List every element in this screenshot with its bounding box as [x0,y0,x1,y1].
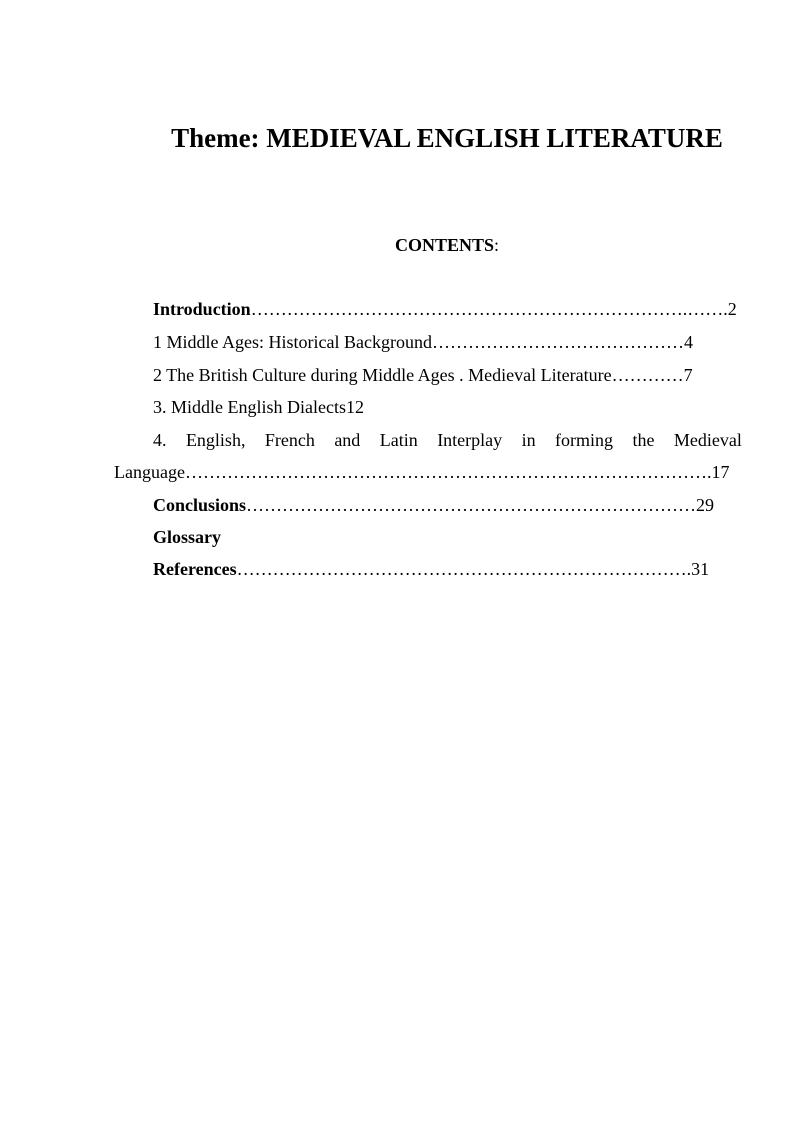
toc-entry-conclusions [153,494,714,516]
toc-label: 2 The British Culture during Middle Ages . Medieval Literature [153,365,612,385]
toc-word: in [521,430,536,450]
document-title: Theme: MEDIEVAL ENGLISH LITERATURE [171,123,723,153]
toc-word: Latin [379,430,418,450]
toc-leader-dots: ………… [611,365,684,385]
toc-label: Conclusions [153,495,247,515]
toc-word: Medieval [673,430,742,450]
toc-entry-glossary [153,526,221,548]
toc-label: Language [114,462,185,482]
toc-leader-dots: ……………………………………………………………….……. [250,299,728,319]
toc-word: Interplay [437,430,503,450]
toc-label: Glossary [153,527,222,547]
toc-entry-interplay [153,429,742,451]
toc-entry-dialects [153,396,364,418]
toc-word: the [632,430,655,450]
toc-label: References [153,559,237,579]
toc-page-number: 29 [696,495,715,515]
toc-entry-introduction [153,298,737,320]
toc-label: Introduction [153,299,251,319]
toc-entry-historical-background [153,331,693,353]
toc-page-number: 4 [683,332,693,352]
toc-leader-dots: ………………………………………………………………… [246,495,697,515]
contents-heading [0,234,800,256]
toc-entry-british-culture [153,364,693,386]
toc-page-number: 17 [711,462,730,482]
toc-word: 4. [153,430,167,450]
toc-entry-interplay-continuation [114,461,729,483]
toc-leader-dots: ……………………………………………………………………………. [184,462,712,482]
toc-word: and [334,430,361,450]
toc-page-number: 2 [727,299,737,319]
toc-page-number: 31 [691,559,710,579]
toc-word: forming [555,430,614,450]
contents-heading-colon: : [494,235,500,255]
toc-label: 3. Middle English Dialects12 [153,397,364,417]
toc-leader-dots: …………………………………… [431,332,684,352]
toc-entry-references [153,558,709,580]
toc-leader-dots: …………………………………………………………………. [236,559,692,579]
toc-word: English, [185,430,246,450]
toc-word: French [264,430,315,450]
contents-heading-label: CONTENTS [394,235,494,255]
toc-page-number: 7 [683,365,693,385]
toc-label: 1 Middle Ages: Historical Background [153,332,432,352]
